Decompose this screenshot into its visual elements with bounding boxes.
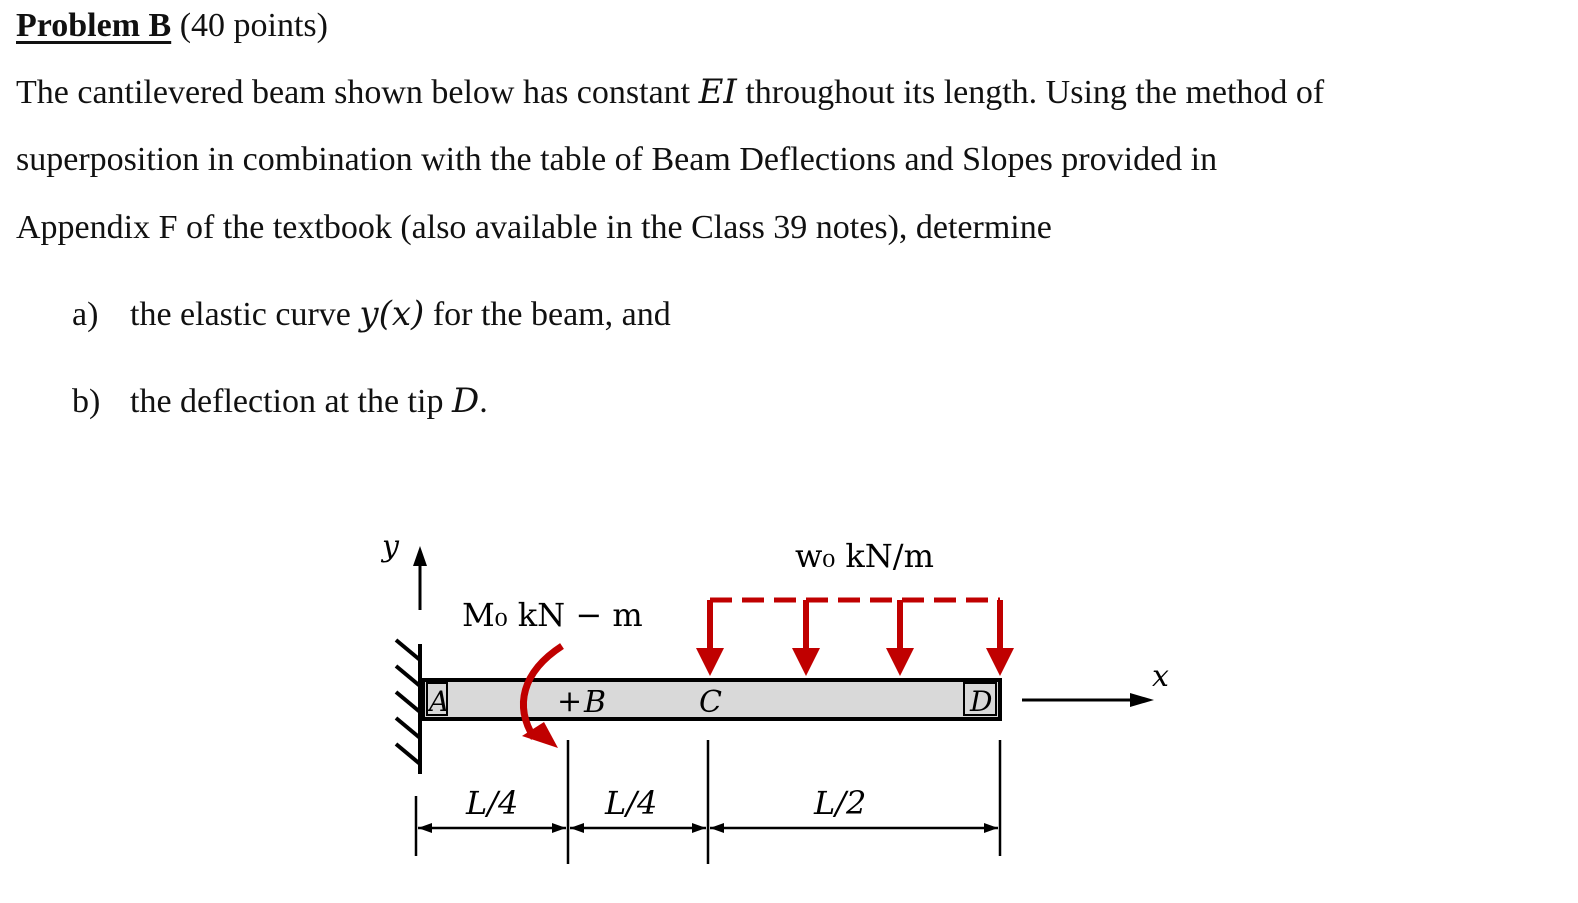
moment-label: M₀ kN − m [462, 596, 643, 634]
x-axis-label: x [1152, 659, 1169, 694]
dimension-label-cd: L/2 [814, 784, 867, 822]
point-b-sign: + [557, 684, 583, 719]
item-a-text-before: the elastic curve [130, 296, 360, 333]
problem-points: (40 points) [179, 7, 328, 44]
point-b-label: B [584, 685, 607, 720]
x-axis [1022, 659, 1169, 707]
x-axis-arrowhead [1130, 693, 1154, 707]
item-a-text-after: for the beam, and [424, 296, 671, 333]
point-a-label: A [429, 685, 450, 718]
point-d-label: D [970, 685, 993, 718]
item-b-math: D [451, 381, 480, 421]
applied-moment [462, 596, 643, 748]
dimension-arrow [710, 823, 724, 833]
load-label: w₀ kN/m [795, 537, 934, 575]
statement-line-3: Appendix F of the textbook (also available in the Class 39 notes), determine [16, 209, 1052, 246]
wall-hatch [396, 718, 420, 738]
wall-hatch [396, 640, 420, 660]
wall-hatch [396, 692, 420, 712]
fixed-support [396, 640, 420, 774]
load-arrowhead [696, 648, 724, 676]
dimension-arrow [418, 823, 432, 833]
y-axis-arrowhead [413, 546, 427, 566]
point-c-label: C [699, 685, 722, 720]
item-b-text-after: . [479, 383, 488, 420]
statement-line-1-part-2: throughout its length. Using the method of [736, 74, 1325, 111]
y-axis-label: y [382, 529, 399, 564]
statement-line-1-part-1: The cantilevered beam shown below has constant [16, 74, 699, 111]
dimension-arrow [552, 823, 566, 833]
load-arrows [696, 600, 1014, 676]
item-a-math: y(x) [359, 294, 425, 334]
y-axis [380, 529, 427, 610]
load-arrowhead [986, 648, 1014, 676]
dimension-arrow [984, 823, 998, 833]
dimension-arrow [570, 823, 584, 833]
dimension-arrow [692, 823, 706, 833]
item-b-text-before: the deflection at the tip [130, 383, 452, 420]
wall-hatch [396, 744, 420, 764]
statement-line-2: superposition in combination with the table of Beam Deflections and Slopes provided in [16, 141, 1218, 178]
dimensions [416, 740, 1000, 864]
load-arrowhead [792, 648, 820, 676]
problem-label: Problem B [16, 7, 172, 44]
wall-hatch [396, 666, 420, 686]
distributed-load [696, 537, 1014, 676]
dimension-label-bc: L/4 [605, 784, 658, 822]
item-a-marker: a) [72, 296, 99, 333]
item-b-marker: b) [72, 383, 101, 420]
dimension-label-ab: L/4 [466, 784, 519, 822]
load-arrowhead [886, 648, 914, 676]
statement-ei-symbol: EI [698, 72, 737, 112]
